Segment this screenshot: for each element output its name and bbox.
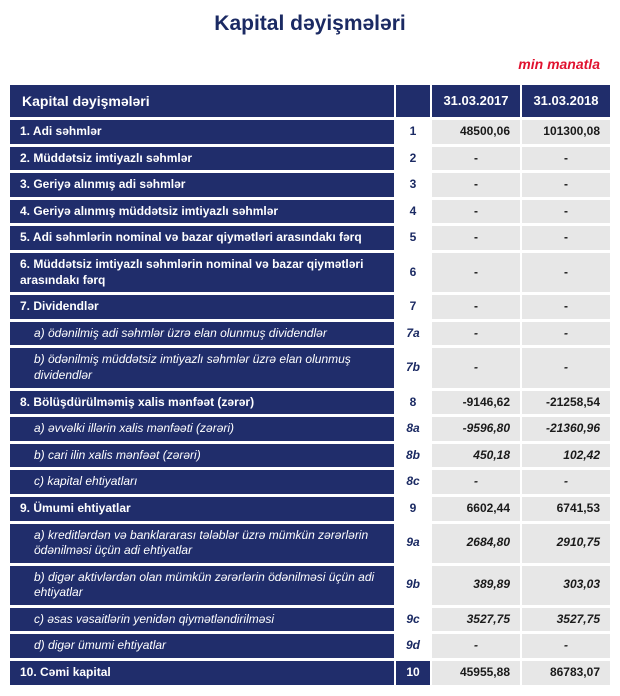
- table-row: [10, 391, 610, 415]
- row-label: 10. Cəmi kapital: [10, 661, 394, 685]
- row-value-2017: -: [432, 634, 520, 658]
- row-number: 2: [396, 147, 430, 171]
- row-value-2017: 2684,80: [432, 524, 520, 563]
- row-value-2018: -21258,54: [522, 391, 610, 415]
- row-value-2018: 102,42: [522, 444, 610, 468]
- table-row: [10, 120, 610, 144]
- row-label: 8. Bölüşdürülməmiş xalis mənfəət (zərər): [10, 391, 394, 415]
- row-label: a) ödənilmiş adi səhmlər üzrə elan olunmuş dividendlər: [10, 322, 394, 346]
- row-value-2017: -: [432, 147, 520, 171]
- row-number: 9c: [396, 608, 430, 632]
- table-row: [10, 253, 610, 292]
- table-row: [10, 322, 610, 346]
- row-value-2018: -: [522, 634, 610, 658]
- row-value-2018: -: [522, 295, 610, 319]
- row-value-2018: -: [522, 147, 610, 171]
- row-value-2018: -: [522, 322, 610, 346]
- row-number: 8b: [396, 444, 430, 468]
- row-label: b) ödənilmiş müddətsiz imtiyazlı səhmlər üzrə elan olunmuş dividendlər: [10, 348, 394, 387]
- row-number: 10: [396, 661, 430, 685]
- row-value-2017: -: [432, 348, 520, 387]
- row-value-2018: 303,03: [522, 566, 610, 605]
- row-value-2017: -9596,80: [432, 417, 520, 441]
- row-label: 5. Adi səhmlərin nominal və bazar qiymətləri arasındakı fərq: [10, 226, 394, 250]
- row-value-2017: -: [432, 295, 520, 319]
- row-label: 3. Geriyə alınmış adi səhmlər: [10, 173, 394, 197]
- row-value-2017: 48500,06: [432, 120, 520, 144]
- row-number: 9a: [396, 524, 430, 563]
- row-label: 1. Adi səhmlər: [10, 120, 394, 144]
- row-label: 9. Ümumi ehtiyatlar: [10, 497, 394, 521]
- row-number: 9: [396, 497, 430, 521]
- row-value-2018: -: [522, 470, 610, 494]
- table-row: [10, 348, 610, 387]
- row-number: 7b: [396, 348, 430, 387]
- header-num-column: [396, 85, 430, 117]
- row-number: 1: [396, 120, 430, 144]
- row-value-2017: 450,18: [432, 444, 520, 468]
- row-number: 7: [396, 295, 430, 319]
- row-label: 4. Geriyə alınmış müddətsiz imtiyazlı səhmlər: [10, 200, 394, 224]
- row-number: 9d: [396, 634, 430, 658]
- row-number: 8a: [396, 417, 430, 441]
- row-number: 8c: [396, 470, 430, 494]
- table-row: [10, 200, 610, 224]
- row-number: 4: [396, 200, 430, 224]
- table-body: [10, 120, 610, 685]
- row-value-2018: -: [522, 173, 610, 197]
- row-value-2017: -9146,62: [432, 391, 520, 415]
- row-value-2018: -: [522, 226, 610, 250]
- row-label: c) kapital ehtiyatları: [10, 470, 394, 494]
- row-label: 2. Müddətsiz imtiyazlı səhmlər: [10, 147, 394, 171]
- row-number: 6: [396, 253, 430, 292]
- row-label: d) digər ümumi ehtiyatlar: [10, 634, 394, 658]
- row-number: 9b: [396, 566, 430, 605]
- row-value-2018: -: [522, 253, 610, 292]
- row-label: a) kreditlərdən və banklararası tələblər üzrə mümkün zərərlərin ödənilməsi üçün adi ehtiyatlar: [10, 524, 394, 563]
- table-row: [10, 226, 610, 250]
- row-number: 7a: [396, 322, 430, 346]
- table-row: [10, 566, 610, 605]
- row-value-2018: 6741,53: [522, 497, 610, 521]
- page-title: Kapital dəyişmələri: [214, 12, 406, 35]
- row-value-2018: 86783,07: [522, 661, 610, 685]
- table-row: [10, 417, 610, 441]
- row-value-2017: -: [432, 200, 520, 224]
- table-row: [10, 173, 610, 197]
- row-value-2018: 3527,75: [522, 608, 610, 632]
- table-row: [10, 497, 610, 521]
- row-label: c) əsas vəsaitlərin yenidən qiymətləndirilməsi: [10, 608, 394, 632]
- row-value-2017: -: [432, 253, 520, 292]
- row-number: 8: [396, 391, 430, 415]
- table-row: [10, 147, 610, 171]
- row-value-2018: 2910,75: [522, 524, 610, 563]
- row-value-2018: -21360,96: [522, 417, 610, 441]
- row-label: 6. Müddətsiz imtiyazlı səhmlərin nominal və bazar qiymətləri arasındakı fərq: [10, 253, 394, 292]
- table-row: [10, 524, 610, 563]
- row-label: a) əvvəlki illərin xalis mənfəəti (zərəri): [10, 417, 394, 441]
- row-label: b) digər aktivlərdən olan mümkün zərərlərin ödənilməsi üçün adi ehtiyatlar: [10, 566, 394, 605]
- unit-note: min manatla: [518, 56, 600, 72]
- capital-changes-table: [8, 82, 612, 688]
- row-value-2018: -: [522, 200, 610, 224]
- row-value-2018: 101300,08: [522, 120, 610, 144]
- row-value-2017: 6602,44: [432, 497, 520, 521]
- header-col-2018: 31.03.2018: [522, 85, 610, 117]
- row-number: 5: [396, 226, 430, 250]
- table-row: [10, 608, 610, 632]
- row-value-2017: -: [432, 322, 520, 346]
- row-label: 7. Dividendlər: [10, 295, 394, 319]
- row-value-2017: 45955,88: [432, 661, 520, 685]
- row-value-2017: 3527,75: [432, 608, 520, 632]
- header-title: Kapital dəyişmələri: [10, 85, 394, 117]
- row-value-2017: -: [432, 470, 520, 494]
- table-row: [10, 661, 610, 685]
- table-row: [10, 295, 610, 319]
- row-value-2018: -: [522, 348, 610, 387]
- table-header-row: [10, 85, 610, 117]
- row-value-2017: -: [432, 226, 520, 250]
- table-row: [10, 444, 610, 468]
- row-value-2017: 389,89: [432, 566, 520, 605]
- table-row: [10, 470, 610, 494]
- row-label: b) cari ilin xalis mənfəət (zərəri): [10, 444, 394, 468]
- header-col-2017: 31.03.2017: [432, 85, 520, 117]
- row-value-2017: -: [432, 173, 520, 197]
- row-number: 3: [396, 173, 430, 197]
- table-row: [10, 634, 610, 658]
